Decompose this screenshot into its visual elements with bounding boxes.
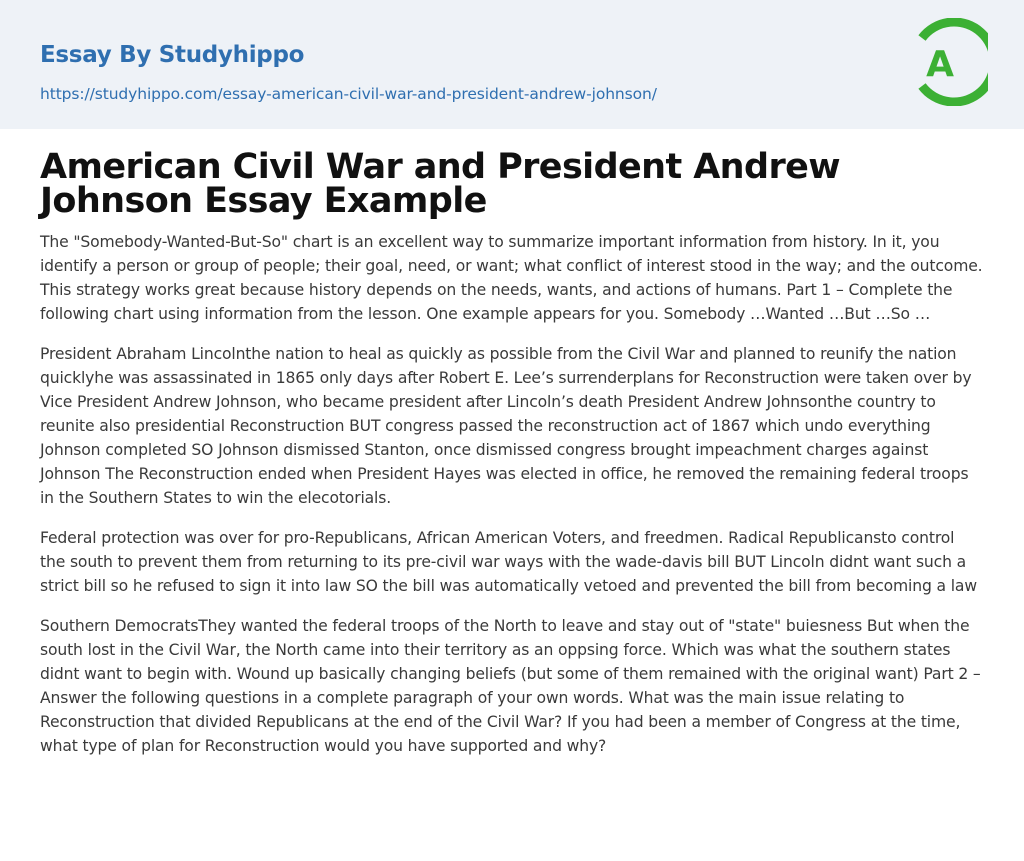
article <box>40 147 984 758</box>
article-paragraph: The "Somebody-Wanted-But-So" chart is an excellent way to summarize important information from history. In it, you identify a person or group of people; their goal, need, or want; what conflict of interest stood in the way; and the outcome. This strategy works great because history depends on the needs, wants, and actions of humans. Part 1 – Complete the following chart using information from the lesson. One example appears for you. Somebody …Wanted …But …So … <box>40 233 983 323</box>
logo-letter: A <box>926 44 954 85</box>
page-title: American Civil War and President Andrew Johnson Essay Example <box>40 147 840 221</box>
page-url-link[interactable]: https://studyhippo.com/essay-american-civil-war-and-president-andrew-johnson/ <box>40 85 657 103</box>
article-paragraph: Federal protection was over for pro-Republicans, African American Voters, and freedmen. Radical Republicansto control the south to prevent them from returning to its pre-civil war ways with the wade-davis bill BUT Lincoln didnt want such a strict bill so he refused to sign it into law SO the bill was automatically vetoed and prevented the bill from becoming a law <box>40 529 977 595</box>
studyhippo-logo-icon[interactable] <box>910 18 988 106</box>
article-paragraph: Southern DemocratsThey wanted the federal troops of the North to leave and stay out of "state" buiesness But when the south lost in the Civil War, the North came into their territory as an oppsing force. Which was what the southern states didnt want to begin with. Wound up basically changing beliefs (but some of them remained with the original want) Part 2 – Answer the following questions in a complete paragraph of your own words. What was the main issue relating to Reconstruction that divided Republicans at the end of the Civil War? If you had been a member of Congress at the time, what type of plan for Reconstruction would you have supported and why? <box>40 617 981 755</box>
article-paragraph: President Abraham Lincolnthe nation to heal as quickly as possible from the Civil War and planned to reunify the nation quicklyhe was assassinated in 1865 only days after Robert E. Lee’s surrenderplans for Reconstruction were taken over by Vice President Andrew Johnson, who became president after Lincoln’s death President Andrew Johnsonthe country to reunite also presidential Reconstruction BUT congress passed the reconstruction act of 1867 which undo everything Johnson completed SO Johnson dismissed Stanton, once dismissed congress brought impeachment charges against Johnson The Reconstruction ended when President Hayes was elected in office, he removed the remaining federal troops in the Southern States to win the elecotorials. <box>40 345 972 507</box>
site-name[interactable]: Essay By Studyhippo <box>40 42 305 68</box>
site-header <box>0 0 1024 129</box>
